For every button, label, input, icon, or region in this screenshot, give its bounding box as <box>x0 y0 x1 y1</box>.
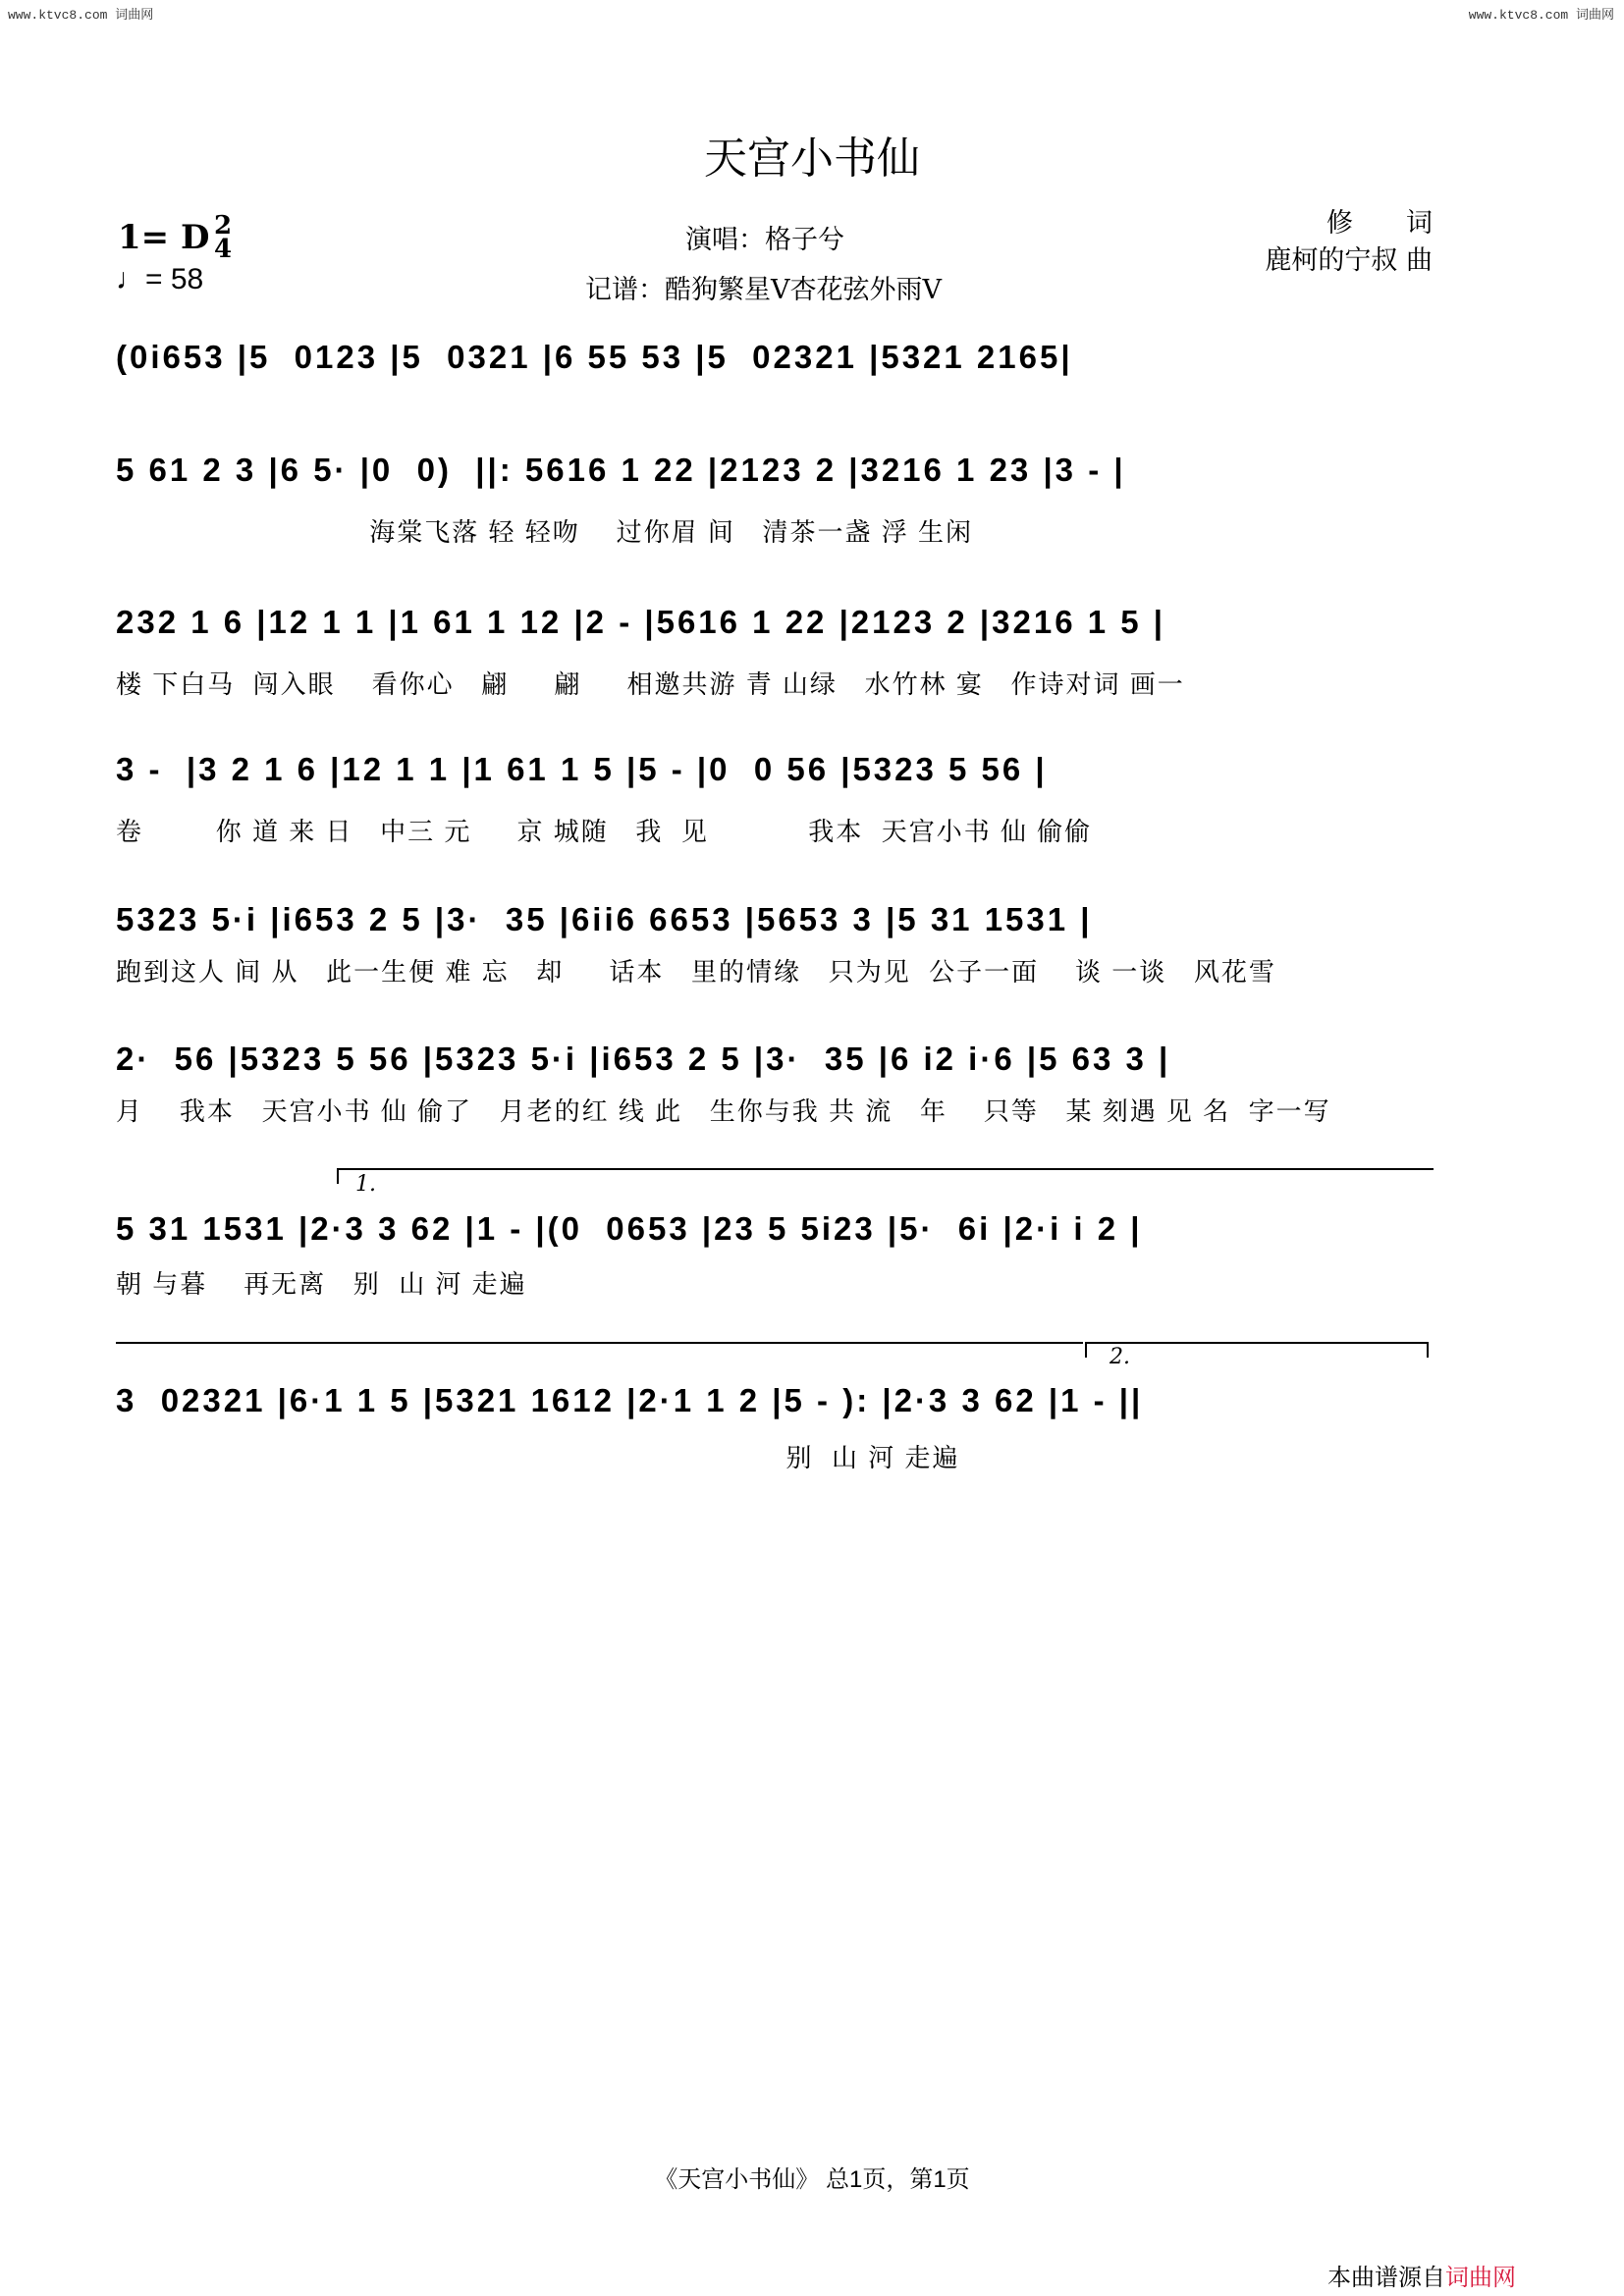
lyrics-line: 朝 与暮 再无离 别 山 河 走遍 <box>116 1269 527 1299</box>
composer-credit: 鹿柯的宁叔 曲 <box>1265 245 1433 276</box>
singer-credit: 演唱：格子兮 <box>685 225 844 255</box>
lyrics-line: 别 山 河 走遍 <box>116 1443 960 1472</box>
score-notes: 5 31 1531 |2·3 3 62 |1 - |(0 0653 |23 5 5i23 |5· 6i |2·i i 2 | <box>116 1210 1143 1247</box>
time-signature-top: 2 <box>214 211 233 240</box>
key-signature: 1= D <box>118 218 210 257</box>
lyrics-line: 楼 下白马 闯入眼 看你心 翩 翩 相邀共游 青 山绿 水竹林 宴 作诗对词 画一 <box>116 669 1185 699</box>
lyrics-line: 海棠飞落 轻 轻吻 过你眉 间 清茶一盏 浮 生闲 <box>116 517 973 547</box>
page-footer: 《天宫小书仙》 总1页，第1页 <box>654 2166 970 2193</box>
song-title: 天宫小书仙 <box>704 134 920 183</box>
lyrics-line: 卷 你 道 来 日 中三 元 京 城随 我 见 我本 天宫小书 仙 偷偷 <box>116 817 1093 846</box>
score-notes: 5323 5·i |i653 2 5 |3· 35 |6ii6 6653 |5653 3 |5 31 1531 | <box>116 901 1093 937</box>
watermark-left: www.ktvc8.com 词曲网 <box>8 8 154 23</box>
second-ending-label: 2. <box>1110 1345 1130 1369</box>
score-notes: 3 - |3 2 1 6 |12 1 1 |1 61 1 5 |5 - |0 0 56 |5323 5 56 | <box>116 751 1048 787</box>
lyricist-credit: 修 词 <box>1326 208 1433 239</box>
score-notes: 2· 56 |5323 5 56 |5323 5·i |i653 2 5 |3· 35 |6 i2 i·6 |5 63 3 | <box>116 1041 1171 1077</box>
second-ending-bracket <box>1085 1342 1429 1358</box>
watermark-right: www.ktvc8.com 词曲网 <box>1468 8 1614 23</box>
first-ending-continuation <box>116 1342 1083 1354</box>
time-signature-bottom: 4 <box>214 235 233 264</box>
lyrics-line: 月 我本 天宫小书 仙 偷了 月老的红 线 此 生你与我 共 流 年 只等 某 刻遇 见 名 字一写 <box>116 1096 1331 1126</box>
time-signature <box>214 211 233 264</box>
lyrics-line: 跑到这人 间 从 此一生便 难 忘 却 话本 里的情缘 只为见 公子一面 谈 一谈 风花雪 <box>116 957 1276 987</box>
source-credit <box>1327 2258 1516 2292</box>
tempo-marking: ♩= 58 <box>116 263 204 295</box>
first-ending-bracket <box>337 1168 1434 1184</box>
transcriber-credit: 记谱：酷狗繁星V杏花弦外雨V <box>585 275 942 305</box>
first-ending-label: 1. <box>355 1172 376 1197</box>
score-notes: 5 61 2 3 |6 5· |0 0) ||: 5616 1 22 |2123 2 |3216 1 23 |3 - | <box>116 452 1126 488</box>
source-prefix: 本曲谱源自 <box>1327 2265 1445 2291</box>
source-site-logo[interactable]: 词曲网 <box>1445 2265 1516 2291</box>
score-notes: 232 1 6 |12 1 1 |1 61 1 12 |2 - |5616 1 22 |2123 2 |3216 1 5 | <box>116 604 1165 640</box>
score-notes: (0i653 |5 0123 |5 0321 |6 55 53 |5 02321 |5321 2165| <box>116 339 1073 375</box>
score-notes: 3 02321 |6·1 1 5 |5321 1612 |2·1 1 2 |5 - ): |2·3 3 62 |1 - || <box>116 1382 1144 1418</box>
